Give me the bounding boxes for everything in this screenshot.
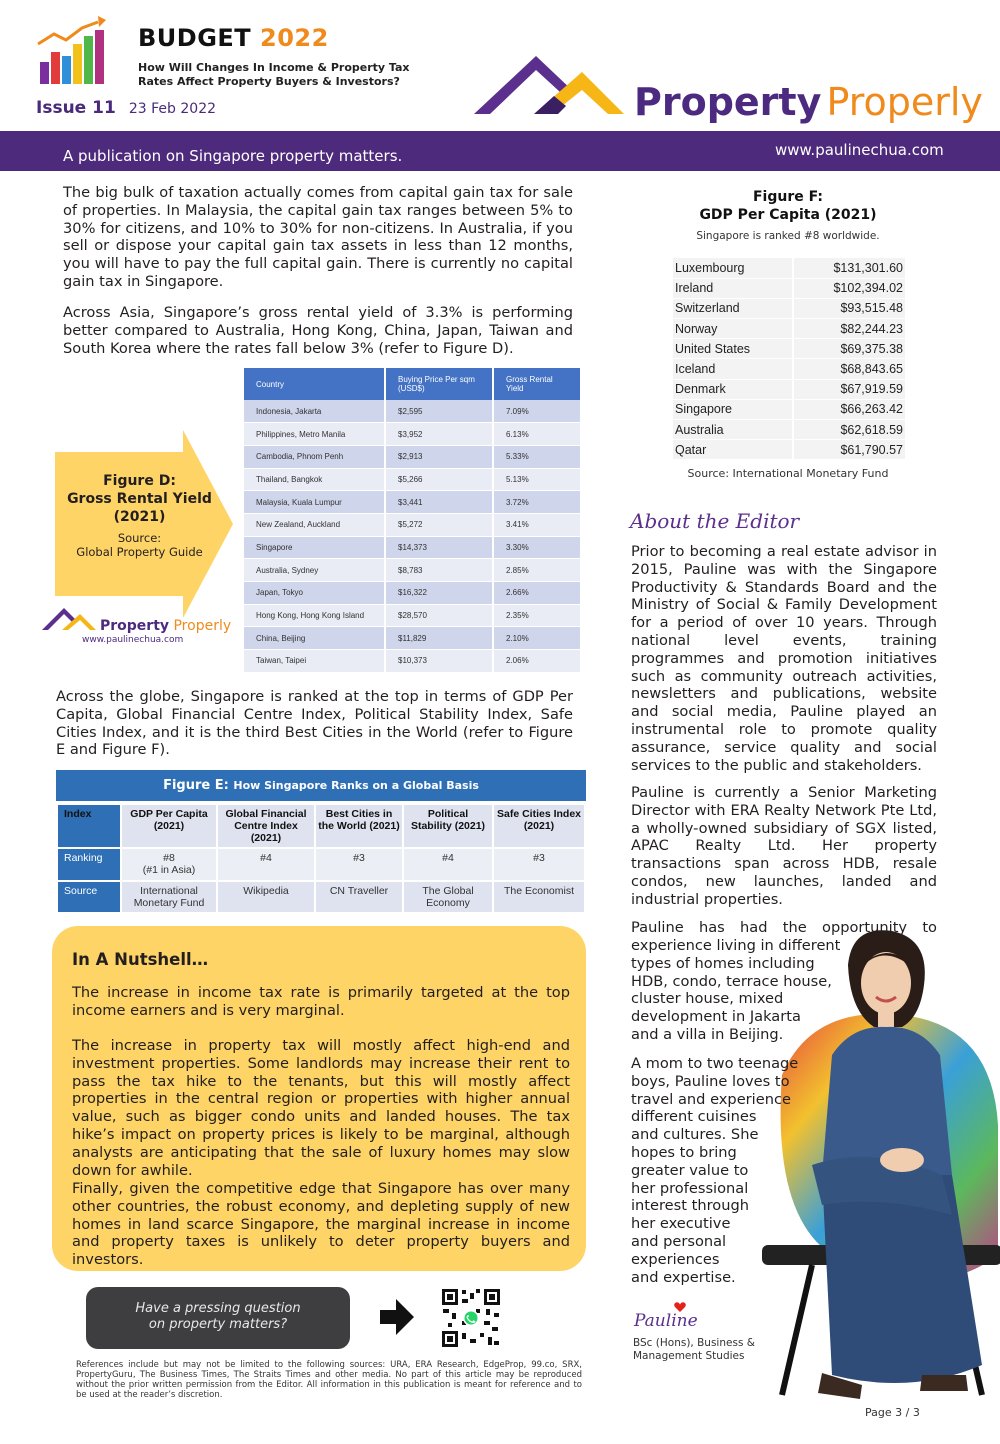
table-row-index <box>57 804 585 848</box>
figure-f-title <box>672 188 904 224</box>
table-row <box>244 559 581 582</box>
editor-p3-line: experience living in different <box>631 937 841 954</box>
source-best-cities: CN Traveller <box>315 881 403 913</box>
editor-p4-line: boys, Pauline loves to <box>631 1072 790 1090</box>
cell-rental-yield: 6.13% <box>493 423 581 446</box>
cell-country: Switzerland <box>673 298 793 318</box>
table-row <box>244 627 581 650</box>
table-row <box>673 359 905 379</box>
budget-chart-logo <box>36 14 110 88</box>
cell-gdp-value: $61,790.57 <box>793 440 905 460</box>
cell-rental-yield: 7.09% <box>493 400 581 423</box>
figure-f-title-1: Figure F: <box>752 189 824 205</box>
table-row <box>673 399 905 419</box>
budget-year: 2022 <box>260 24 329 52</box>
rank-gdp-value: #8 <box>163 852 175 864</box>
figure-d-source-label: Source: <box>117 531 162 545</box>
editor-credentials <box>633 1337 755 1363</box>
cell-rental-yield: 3.41% <box>493 513 581 536</box>
table-row <box>244 423 581 446</box>
cell-rental-yield: 3.72% <box>493 491 581 514</box>
table-row <box>244 582 581 605</box>
editor-p4-line: A mom to two teenage <box>631 1055 799 1072</box>
subtitle-line-1: How Will Changes In Income & Property Tax <box>138 61 410 74</box>
table-row <box>244 468 581 491</box>
rank-gfci: #4 <box>217 848 315 881</box>
subtitle-line-2: Rates Affect Property Buyers & Investors? <box>138 75 400 88</box>
nutshell-paragraph-2: The increase in property tax will mostly affect high-end and investment properties. Some landlords may increase their rent to pass the tax hike to the tenants, but this will mostly affect properties in the central region or properties with higher annual value, such as bigger condo units and landed houses. The tax hike’s impact on property prices is likely to be marginal, although analysts are anticipating that the sale of luxury homes may slow down for awhile. <box>72 1037 570 1179</box>
table-row-source <box>57 881 585 913</box>
cell-rental-yield: 2.85% <box>493 559 581 582</box>
nutshell-paragraph-3: Finally, given the competitive edge that Singapore has over many other countries, the robust economy, and depleting supply of new homes in land scarce Singapore, the marginal increase in income and property taxes is unlikely to deter property buyers and investors. <box>72 1180 570 1269</box>
figure-f-note: Singapore is ranked #8 worldwide. <box>696 230 880 242</box>
rank-gdp-note: (#1 in Asia) <box>142 864 196 876</box>
issue-date: 23 Feb 2022 <box>128 101 217 117</box>
cell-gdp-value: $131,301.60 <box>793 258 905 278</box>
cell-country: Hong Kong, Hong Kong Island <box>244 604 385 627</box>
small-brand <box>100 618 231 634</box>
col-country: Country <box>244 368 385 400</box>
website-link[interactable]: www.paulinechua.com <box>775 141 944 159</box>
editor-p3-line: HDB, condo, terrace house, <box>631 972 832 990</box>
table-row <box>244 491 581 514</box>
source-safe-cities: The Economist <box>493 881 585 913</box>
editor-p4-line: travel and experience <box>631 1090 791 1108</box>
rank-best-cities: #3 <box>315 848 403 881</box>
cell-buying-price: $3,952 <box>385 423 493 446</box>
editor-p4-line: and cultures. She <box>631 1126 759 1144</box>
source-political-stability: The Global Economy <box>403 881 493 913</box>
cell-rental-yield: 2.10% <box>493 627 581 650</box>
cell-gdp-value: $69,375.38 <box>793 339 905 359</box>
cell-country: New Zealand, Auckland <box>244 513 385 536</box>
cell-country: Indonesia, Jakarta <box>244 400 385 423</box>
table-row <box>244 536 581 559</box>
cell-gdp-value: $66,263.42 <box>793 399 905 419</box>
small-brand-bold: Property <box>100 618 170 634</box>
property-properly-logo-mark <box>474 52 644 120</box>
cell-gdp-value: $68,843.65 <box>793 359 905 379</box>
table-row <box>673 258 905 278</box>
figure-e-title-rest: How Singapore Ranks on a Global Basis <box>233 779 479 792</box>
issue-number: Issue 11 <box>36 98 116 118</box>
figure-d-label <box>62 472 217 526</box>
arrow-right-icon <box>380 1299 414 1335</box>
source-gfci: Wikipedia <box>217 881 315 913</box>
editor-p4-line: interest through <box>631 1197 749 1215</box>
publication-tagline: A publication on Singapore property matters. <box>63 147 403 165</box>
cell-country: United States <box>673 339 793 359</box>
issue-info <box>36 98 216 118</box>
figure-d-title-3: (2021) <box>113 509 166 525</box>
cell-country: Taiwan, Taipei <box>244 650 385 673</box>
rank-gdp <box>121 848 217 881</box>
editor-p4-line: her professional <box>631 1179 749 1197</box>
budget-word: BUDGET <box>138 24 252 52</box>
source-gdp: International Monetary Fund <box>121 881 217 913</box>
table-header-row <box>244 368 581 400</box>
global-ranks-table <box>56 803 586 914</box>
cell-country: Singapore <box>244 536 385 559</box>
small-brand-light: Properly <box>173 618 232 634</box>
cell-country: Japan, Tokyo <box>244 582 385 605</box>
cell-buying-price: $8,783 <box>385 559 493 582</box>
global-ranking-paragraph: Across the globe, Singapore is ranked at the top in terms of GDP Per Capita, Global Financial Centre Index, Political Stability Index, Safe Cities Index, and it is the third Best Cities in the World (refer to Figure E and Figure F). <box>56 688 573 759</box>
cell-buying-price: $5,272 <box>385 513 493 536</box>
figure-e-title-bold: Figure E: <box>163 778 229 793</box>
table-row <box>673 298 905 318</box>
rank-safe-cities: #3 <box>493 848 585 881</box>
cell-buying-price: $2,913 <box>385 445 493 468</box>
cell-country: Thailand, Bangkok <box>244 468 385 491</box>
nutshell-paragraph-1: The increase in income tax rate is primarily targeted at the top income earners and is very marginal. <box>72 984 570 1019</box>
cell-country: Malaysia, Kuala Lumpur <box>244 491 385 514</box>
editor-p3-line: and a villa in Beijing. <box>631 1025 784 1043</box>
editor-paragraph-3-line-1: Pauline has had the opportunity to <box>631 919 937 936</box>
table-row <box>244 513 581 536</box>
figure-f-source: Source: International Monetary Fund <box>687 467 889 480</box>
editor-p4-line: different cuisines <box>631 1108 757 1126</box>
editor-paragraph-2: Pauline is currently a Senior Marketing Director with ERA Realty Network Pte Ltd, a wholly-owned subsidiary of SGX listed, APAC Realty Ltd. Her property transactions span across HDB, resale condos, new launches, landed and industrial properties. <box>631 784 937 908</box>
whatsapp-qr-code-icon[interactable] <box>440 1287 502 1349</box>
index-gfci: Global Financial Centre Index (2021) <box>217 804 315 848</box>
question-text <box>86 1301 350 1333</box>
editor-p4-line: her executive <box>631 1215 731 1233</box>
figure-d-source <box>62 531 217 559</box>
cell-country: Qatar <box>673 440 793 460</box>
cell-rental-yield: 2.66% <box>493 582 581 605</box>
cell-country: China, Beijing <box>244 627 385 650</box>
cell-buying-price: $3,441 <box>385 491 493 514</box>
rank-political-stability: #4 <box>403 848 493 881</box>
editor-paragraph-1: Prior to becoming a real estate advisor in 2015, Pauline was with the Singapore Productivity & Standards Board and the Ministry of Social & Family Development for a period of over 10 years. Through national level events, training programmes and promotion initiatives such as community outreach activities, newsletters and publications, website and social media, Pauline played an instrumental role to promote quality assurance, service quality and social services to the public and stakeholders. <box>631 543 937 774</box>
cell-gdp-value: $93,515.48 <box>793 298 905 318</box>
brand-bold: Property <box>634 80 822 124</box>
editor-paragraph-4 <box>631 1055 811 1286</box>
credentials-line-1: BSc (Hons), Business & <box>633 1337 755 1349</box>
cell-country: Iceland <box>673 359 793 379</box>
editor-p4-line: and personal <box>631 1232 727 1250</box>
cell-gdp-value: $67,919.59 <box>793 379 905 399</box>
cell-rental-yield: 5.33% <box>493 445 581 468</box>
small-brand-url[interactable]: www.paulinechua.com <box>82 635 184 645</box>
editor-p3-line: development in Jakarta <box>631 1008 801 1026</box>
figure-d-title-2: Gross Rental Yield <box>67 491 212 507</box>
table-row <box>673 339 905 359</box>
cell-rental-yield: 2.35% <box>493 604 581 627</box>
index-political-stability: Political Stability (2021) <box>403 804 493 848</box>
index-safe-cities: Safe Cities Index (2021) <box>493 804 585 848</box>
small-logo-mark <box>42 606 100 632</box>
row-label-index: Index <box>57 804 121 848</box>
cell-rental-yield: 5.13% <box>493 468 581 491</box>
cell-buying-price: $28,570 <box>385 604 493 627</box>
col-rental-yield: Gross Rental Yield <box>493 368 581 400</box>
table-row <box>244 445 581 468</box>
cell-buying-price: $16,322 <box>385 582 493 605</box>
index-best-cities: Best Cities in the World (2021) <box>315 804 403 848</box>
table-row <box>673 379 905 399</box>
table-row <box>673 319 905 339</box>
row-label-ranking: Ranking <box>57 848 121 881</box>
cell-country: Luxembourg <box>673 258 793 278</box>
table-row <box>244 650 581 673</box>
editor-p4-line: hopes to bring <box>631 1143 737 1161</box>
figure-f-title-2: GDP Per Capita (2021) <box>699 207 877 223</box>
cell-rental-yield: 2.06% <box>493 650 581 673</box>
cell-country: Singapore <box>673 399 793 419</box>
cell-country: Australia <box>673 420 793 440</box>
editor-p4-line: and expertise. <box>631 1268 736 1286</box>
table-row <box>673 278 905 298</box>
figure-d-title-1: Figure D: <box>103 473 176 489</box>
col-buying-price: Buying Price Per sqm (USD$) <box>385 368 493 400</box>
cell-buying-price: $5,266 <box>385 468 493 491</box>
cell-country: Cambodia, Phnom Penh <box>244 445 385 468</box>
question-line-1: Have a pressing question <box>135 1301 301 1316</box>
editor-p3-line: cluster house, mixed <box>631 990 784 1008</box>
about-editor-title: About the Editor <box>630 509 800 533</box>
gdp-per-capita-table <box>673 258 905 460</box>
cell-country: Ireland <box>673 278 793 298</box>
table-row <box>673 440 905 460</box>
editor-p4-line: greater value to <box>631 1161 749 1179</box>
page-number: Page 3 / 3 <box>865 1406 920 1419</box>
cell-country: Denmark <box>673 379 793 399</box>
cell-country: Australia, Sydney <box>244 559 385 582</box>
cell-buying-price: $10,373 <box>385 650 493 673</box>
cell-buying-price: $14,373 <box>385 536 493 559</box>
gross-rental-yield-table <box>244 368 582 673</box>
figure-d-source-name: Global Property Guide <box>76 545 203 559</box>
row-label-source: Source <box>57 881 121 913</box>
cell-country: Norway <box>673 319 793 339</box>
cell-buying-price: $11,829 <box>385 627 493 650</box>
references-note: References include but may not be limited to the following sources: URA, ERA Research, EdgeProp, 99.co, SRX, PropertyGuru, The Business Times, The Straits Times and other media. No part of this article may be reproduced without the prior written permission from the Editor. All information in this publication is meant for reference and to be used at the reader’s discretion. <box>76 1360 582 1400</box>
intro-paragraph-1: The big bulk of taxation actually comes from capital gain tax for sale of properties. In Malaysia, the capital gain tax ranges between 5% to 30% for citizens, and 10% to 30% for non-citizens. In Australia, if you sell or dispose your capital gain tax assets in less than 12 months, you will have to pay the full capital gain. There is currently no capital gain tax in Singapore. <box>63 184 573 290</box>
brand-name <box>634 80 983 124</box>
cell-buying-price: $2,595 <box>385 400 493 423</box>
budget-title <box>138 24 329 52</box>
editor-signature: Pauline <box>634 1311 698 1331</box>
editor-paragraph-3 <box>631 937 841 1044</box>
table-row <box>244 400 581 423</box>
nutshell-title: In A Nutshell… <box>72 950 209 969</box>
table-row-ranking <box>57 848 585 881</box>
cell-country: Philippines, Metro Manila <box>244 423 385 446</box>
table-row <box>244 604 581 627</box>
table-row <box>673 420 905 440</box>
question-line-2: on property matters? <box>148 1317 288 1332</box>
newsletter-subtitle <box>138 61 438 89</box>
credentials-line-2: Management Studies <box>633 1350 745 1362</box>
editor-p3-line: types of homes including <box>631 954 815 972</box>
index-gdp: GDP Per Capita (2021) <box>121 804 217 848</box>
cell-gdp-value: $82,244.23 <box>793 319 905 339</box>
figure-e-title <box>56 770 586 801</box>
editor-p4-line: experiences <box>631 1250 720 1268</box>
intro-paragraph-2: Across Asia, Singapore’s gross rental yield of 3.3% is performing better compared to Australia, Hong Kong, China, Japan, Taiwan and South Korea where the rates fall below 3% (refer to Figure D). <box>63 304 573 357</box>
cell-rental-yield: 3.30% <box>493 536 581 559</box>
cell-gdp-value: $62,618.59 <box>793 420 905 440</box>
brand-light: Properly <box>826 80 983 124</box>
cell-gdp-value: $102,394.02 <box>793 278 905 298</box>
